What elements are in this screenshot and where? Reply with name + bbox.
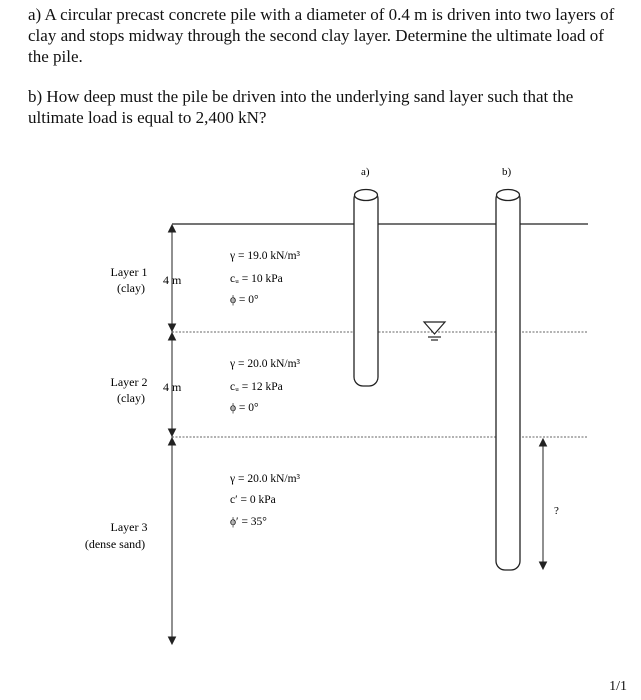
layer-3-cohesion: c′ = 0 kPa xyxy=(230,494,276,506)
layer-2-thickness: 4 m xyxy=(163,380,182,394)
layer-1-type: (clay) xyxy=(117,281,145,295)
layer-1-unit-weight: γ = 19.0 kN/m³ xyxy=(230,250,300,262)
layer-1-name: Layer 1 xyxy=(110,265,148,279)
layer-2-name: Layer 2 xyxy=(110,375,148,389)
question-a-text: a) A circular precast concrete pile with a diameter of 0.4 m is driven into two layers of clay and stops midway through the second clay layer. Determine the ultimate load of the pile. xyxy=(28,5,615,66)
unknown-depth-label: ? xyxy=(554,505,559,517)
layer-1-cohesion: cᵤ = 10 kPa xyxy=(230,273,283,285)
layer-3-name: Layer 3 xyxy=(110,520,148,534)
layer-1-thickness: 4 m xyxy=(163,273,182,287)
layer-2-type: (clay) xyxy=(117,391,145,405)
layer-3-unit-weight: γ = 20.0 kN/m³ xyxy=(230,473,300,485)
pile-a xyxy=(354,190,378,387)
question-b-text: b) How deep must the pile be driven into the underlying sand layer such that the ultimate load is equal to 2,400 kN? xyxy=(28,87,574,127)
water-table-icon xyxy=(424,322,445,340)
pile-b xyxy=(496,190,520,571)
layer-3-type: (dense sand) xyxy=(84,537,146,551)
depth-dimension-line xyxy=(169,225,176,644)
pile-b-label: b) xyxy=(502,166,512,178)
layer-1-friction-angle: ϕ = 0° xyxy=(230,294,259,306)
layer-2-friction-angle: ϕ = 0° xyxy=(230,402,259,414)
pile-a-label: a) xyxy=(361,166,370,178)
page-number: 1/1 xyxy=(609,679,627,694)
layer-2-unit-weight: γ = 20.0 kN/m³ xyxy=(230,358,300,370)
layer-2-cohesion: cᵤ = 12 kPa xyxy=(230,381,283,393)
unknown-depth-arrow xyxy=(540,439,547,569)
layer-3-friction-angle: ϕ′ = 35° xyxy=(230,516,267,528)
